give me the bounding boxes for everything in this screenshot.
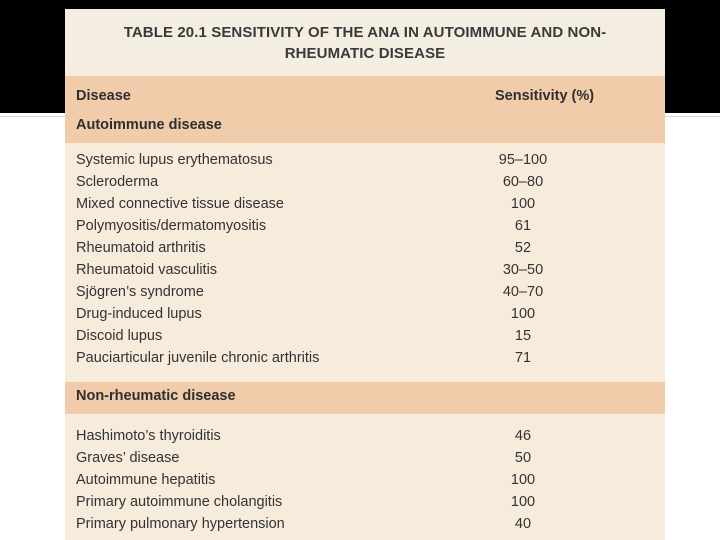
table-title — [75, 22, 655, 64]
disease-cell: Mixed connective tissue disease — [76, 196, 284, 212]
disease-cell: Autoimmune hepatitis — [76, 472, 216, 488]
disease-cell: Scleroderma — [76, 174, 159, 190]
table-row — [65, 426, 665, 448]
sensitivity-cell: 30–50 — [502, 262, 544, 278]
section-header-autoimmune — [65, 114, 665, 143]
sensitivity-cell: 100 — [510, 306, 536, 322]
table-row — [65, 150, 665, 172]
table-title-line-1: TABLE 20.1 SENSITIVITY OF THE ANA IN AUTOIMMUNE AND NON- — [123, 24, 607, 41]
table-row — [65, 282, 665, 304]
ana-sensitivity-table — [65, 9, 665, 540]
column-header-row — [65, 76, 665, 114]
disease-cell: Drug-induced lupus — [76, 306, 202, 322]
sensitivity-cell: 40 — [514, 516, 532, 532]
sensitivity-cell: 40–70 — [502, 284, 544, 300]
sensitivity-cell: 46 — [514, 428, 532, 444]
table-row — [65, 216, 665, 238]
column-header-disease: Disease — [76, 88, 131, 104]
table-row — [65, 194, 665, 216]
disease-cell: Polymyositis/dermatomyositis — [76, 218, 267, 234]
section-heading: Autoimmune disease — [76, 117, 222, 133]
table-row — [65, 470, 665, 492]
disease-cell: Graves’ disease — [76, 450, 180, 466]
disease-cell: Rheumatoid vasculitis — [76, 262, 218, 278]
sensitivity-cell: 15 — [514, 328, 532, 344]
sensitivity-cell: 100 — [510, 196, 536, 212]
sensitivity-cell: 95–100 — [498, 152, 548, 168]
table-row — [65, 492, 665, 514]
table-row — [65, 326, 665, 348]
disease-cell: Discoid lupus — [76, 328, 163, 344]
table-row — [65, 238, 665, 260]
sensitivity-cell: 52 — [514, 240, 532, 256]
disease-cell: Rheumatoid arthritis — [76, 240, 206, 256]
table-row — [65, 514, 665, 536]
disease-cell: Systemic lupus erythematosus — [76, 152, 273, 168]
table-row — [65, 348, 665, 370]
table-row — [65, 304, 665, 326]
section-header-non-rheumatic — [65, 382, 665, 414]
section-heading: Non-rheumatic disease — [76, 388, 236, 404]
table-row — [65, 260, 665, 282]
column-header-sensitivity: Sensitivity (%) — [495, 88, 595, 104]
sensitivity-cell: 60–80 — [502, 174, 544, 190]
sensitivity-cell: 100 — [510, 494, 536, 510]
table-row — [65, 448, 665, 470]
sensitivity-cell: 71 — [514, 350, 532, 366]
table-title-line-2: RHEUMATIC DISEASE — [284, 45, 446, 62]
sensitivity-cell: 61 — [514, 218, 532, 234]
table-row — [65, 172, 665, 194]
sensitivity-cell: 50 — [514, 450, 532, 466]
disease-cell: Hashimoto’s thyroiditis — [76, 428, 221, 444]
disease-cell: Primary autoimmune cholangitis — [76, 494, 283, 510]
table-title-band — [65, 9, 665, 71]
disease-cell: Primary pulmonary hypertension — [76, 516, 285, 532]
disease-cell: Pauciarticular juvenile chronic arthritis — [76, 350, 320, 366]
sensitivity-cell: 100 — [510, 472, 536, 488]
disease-cell: Sjögren’s syndrome — [76, 284, 204, 300]
